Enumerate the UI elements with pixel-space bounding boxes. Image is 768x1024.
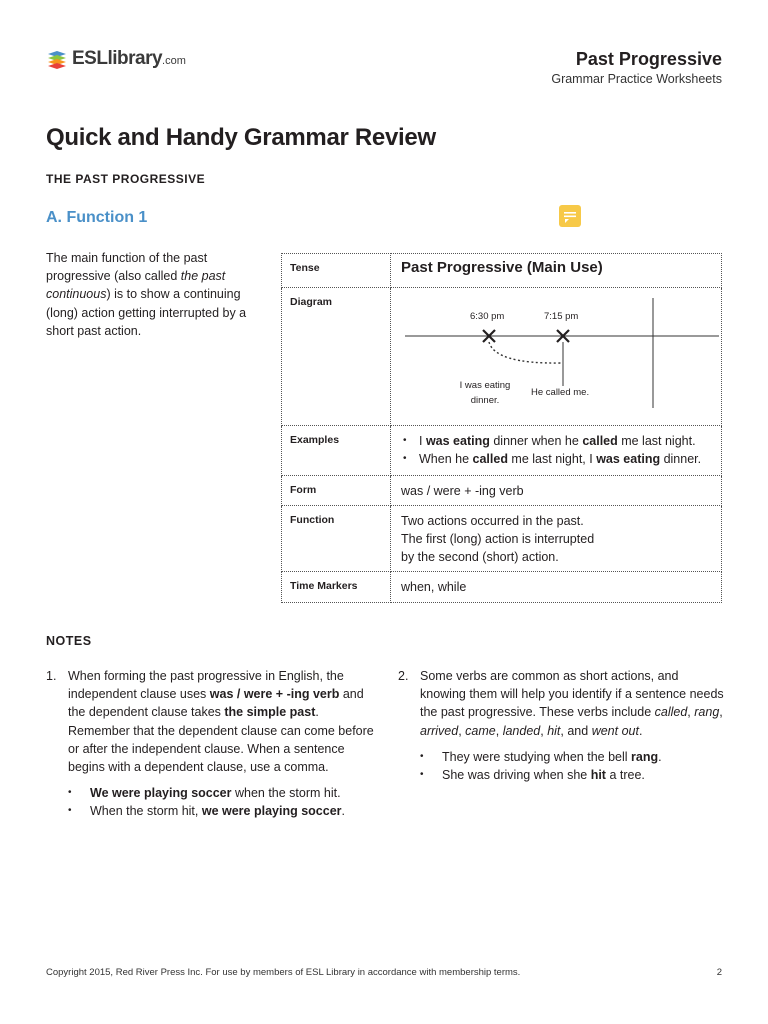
time-label-2: 7:15 pm <box>544 311 579 322</box>
note-body: When forming the past progressive in English, the independent clause uses was / were + -ing verb and the dependent clause takes the simple past. Remember that the dependent clause can come before or after the independent clause. When a sentence begins with a dependent clause, use a comma. • We were playing soccer when the storm hit. • When the storm hit, we were playing soccer. <box>46 667 376 821</box>
caption-short-action: He called me. <box>531 387 590 398</box>
table-row-tense <box>282 254 722 288</box>
tense-value: Past Progressive (Main Use) <box>391 254 722 288</box>
examples-label: Examples <box>282 426 391 476</box>
table-row-diagram <box>282 288 722 426</box>
table-row-time-markers <box>282 572 722 603</box>
function-line: Two actions occurred in the past. <box>401 514 584 528</box>
copyright-footer: Copyright 2015, Red River Press Inc. For use by members of ESL Library in accordance with membership terms. <box>46 967 521 978</box>
time-markers-label: Time Markers <box>282 572 391 603</box>
function-value <box>391 506 722 572</box>
example-item: • I was eating dinner when he called me last night. <box>401 432 721 450</box>
note-1-examples <box>68 784 376 820</box>
function-label: Function <box>282 506 391 572</box>
timeline-diagram <box>391 288 721 424</box>
header-info <box>551 48 722 88</box>
logo-book-icon <box>46 48 68 70</box>
note-number: 1. <box>46 669 57 683</box>
comment-lines-icon <box>559 205 581 227</box>
function-heading: A. Function 1 <box>46 209 148 226</box>
worksheet-title: Past Progressive <box>575 49 722 69</box>
list-item: • We were playing soccer when the storm hit. <box>68 784 376 802</box>
list-item: • She was driving when she hit a tree. <box>420 766 724 784</box>
form-label: Form <box>282 476 391 506</box>
logo[interactable] <box>46 46 186 72</box>
note-2 <box>398 667 724 784</box>
form-value: was / were + -ing verb <box>391 476 722 506</box>
list-item: • When the storm hit, we were playing soccer. <box>68 802 376 820</box>
notes-heading: NOTES <box>46 634 92 648</box>
caption-long-action: I was eating dinner. <box>459 380 511 406</box>
example-item: • When he called me last night, I was eating dinner. <box>401 450 721 468</box>
tense-label: Tense <box>282 254 391 288</box>
comment-icon[interactable] <box>559 205 581 227</box>
table-row-function <box>282 506 722 572</box>
note-body: Some verbs are common as short actions, and knowing them will help you identify if a sentence needs the past progressive. These verbs include called, rang, arrived, came, landed, hit, and went out. • They were studying when the bell rang. • She was driving when she hit a tree. <box>398 667 724 784</box>
page-number: 2 <box>716 967 722 978</box>
list-item: • They were studying when the bell rang. <box>420 748 724 766</box>
time-label-1: 6:30 pm <box>470 311 505 322</box>
page-title: Quick and Handy Grammar Review <box>46 124 436 151</box>
note-2-examples <box>420 748 724 784</box>
time-markers-value: when, while <box>391 572 722 603</box>
note-number: 2. <box>398 669 409 683</box>
table-row-form <box>282 476 722 506</box>
diagram-cell <box>391 288 722 426</box>
section-label: THE PAST PROGRESSIVE <box>46 172 206 186</box>
diagram-label: Diagram <box>282 288 391 426</box>
table-row-examples <box>282 426 722 476</box>
examples-value <box>391 426 722 476</box>
note-1 <box>46 667 376 821</box>
timeline-svg <box>391 288 729 424</box>
function-line: by the second (short) action. <box>401 550 559 564</box>
worksheet-subtitle: Grammar Practice Worksheets <box>551 72 722 86</box>
logo-text: ESLlibrary.com <box>72 48 186 69</box>
continuing-action-arc <box>489 342 561 363</box>
function-line: The first (long) action is interrupted <box>401 532 595 546</box>
intro-paragraph: The main function of the past progressive (also called the past continuous) is to show a continuing (long) action getting interrupted by a short past action. <box>46 251 247 338</box>
grammar-table <box>281 253 722 603</box>
